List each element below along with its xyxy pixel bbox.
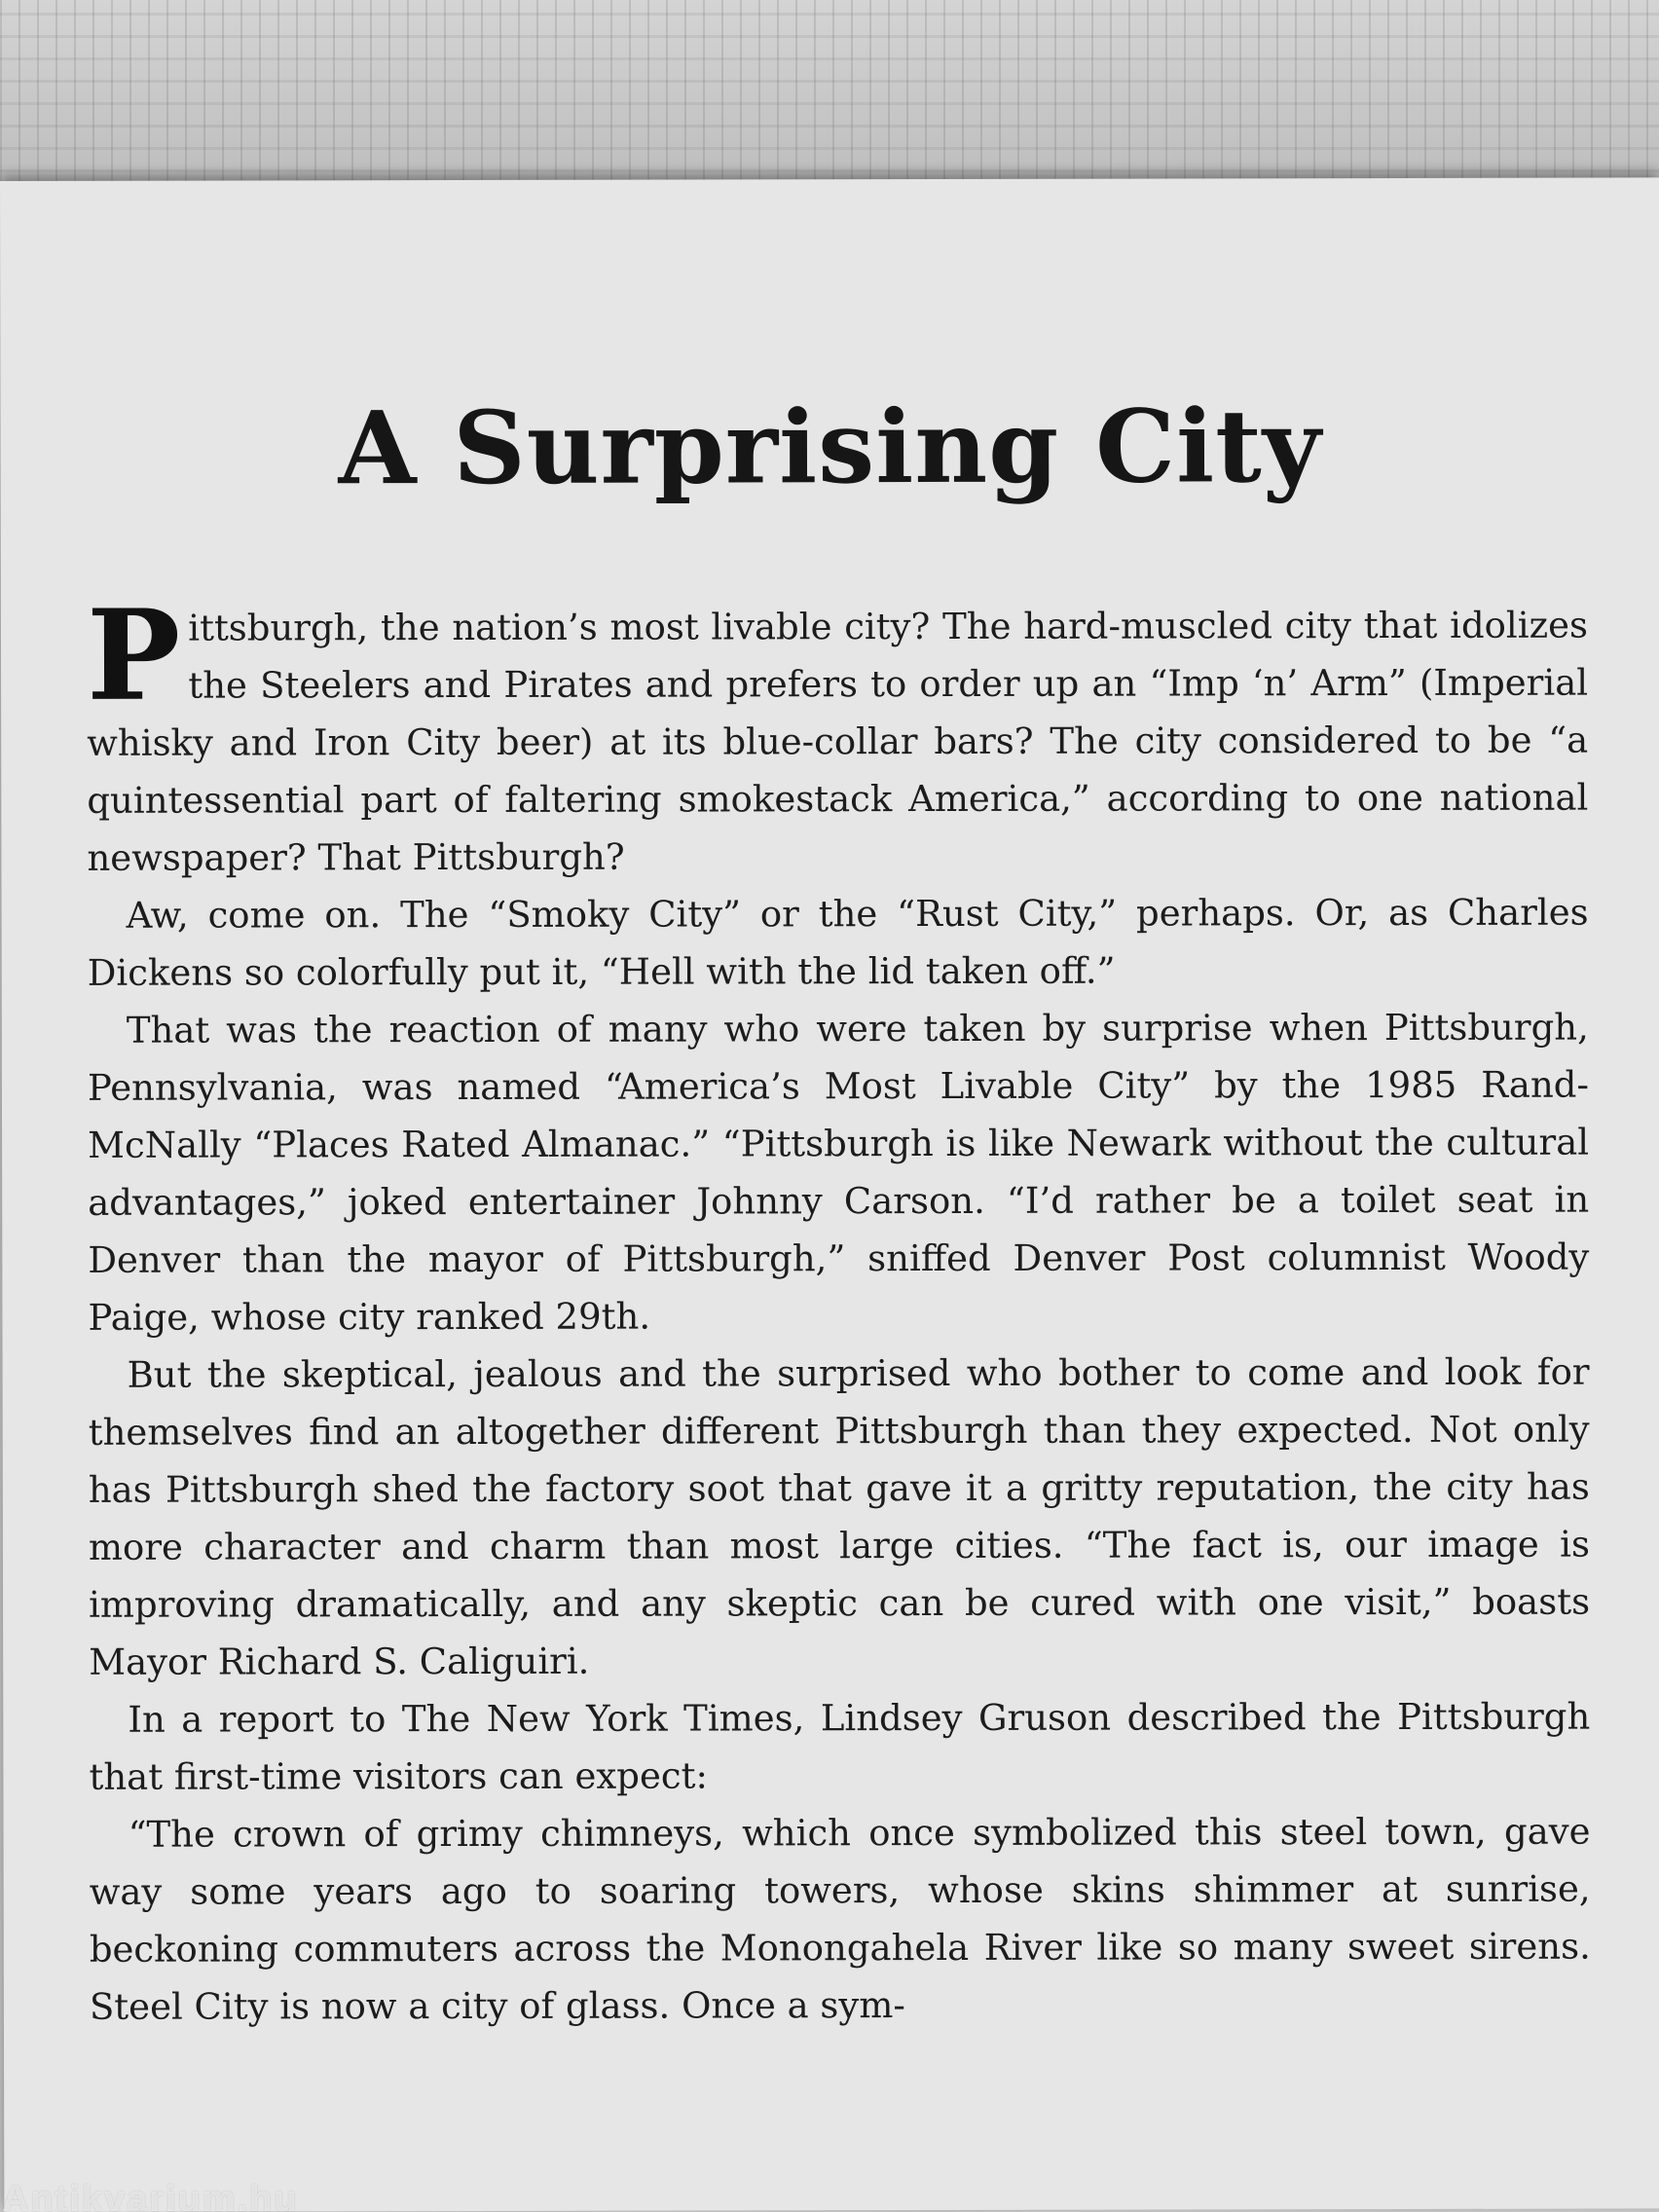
book-page <box>0 177 1659 2212</box>
paragraph-4: But the skeptical, jealous and the surprised who bother to come and look for themselves find an altogether different Pittsburgh than they expected. Not only has Pittsburgh shed the factory soot that gave it a gritty reputation, the city has more character and charm than most large cities. “The fact is, our image is improving dramatically, and any skeptic can be cured with one visit,” boasts Mayor Richard S. Caliguiri. <box>88 1350 1591 1683</box>
article-body <box>86 582 1591 2036</box>
paragraph-1-text: ittsburgh, the nation’s most livable city? The hard-muscled city that idolizes the Steelers and Pirates and prefers to order up an “Imp ‘n’ Arm” (Imperial whisky and Iron City beer) at its blue-collar bars? The city considered to be “a quintessential part of faltering smokestack America,” according to one national newspaper? That Pittsburgh? <box>87 604 1589 879</box>
background-surface <box>0 0 1659 195</box>
paragraph-5: In a report to The New York Times, Lindsey Gruson described the Pittsburgh that first-time visitors can expect: <box>89 1695 1591 1798</box>
paragraph-6: “The crown of grimy chimneys, which once symbolized this steel town, gave way some years ago to soaring towers, whose skins shimmer at sunrise, beckoning commuters across the Monongahela River like so many sweet sirens. Steel City is now a city of glass. Once a sym- <box>89 1810 1591 2028</box>
drop-cap: P <box>86 582 181 729</box>
watermark: Antikvarium.hu <box>2 2179 299 2212</box>
paragraph-1 <box>86 582 1589 887</box>
page-title: A Surprising City <box>338 387 1322 508</box>
paragraph-3: That was the reaction of many who were taken by surprise when Pittsburgh, Pennsylvania, was named “America’s Most Livable City” by the 1985 Rand-McNally “Places Rated Almanac.” “Pittsburgh is like Newark without the cultural advantages,” joked entertainer Johnny Carson. “I’d rather be a toilet seat in Denver than the mayor of Pittsburgh,” sniffed Denver Post columnist Woody Paige, whose city ranked 29th. <box>87 1006 1590 1339</box>
paragraph-2: Aw, come on. The “Smoky City” or the “Rust City,” perhaps. Or, as Charles Dickens so colorfully put it, “Hell with the lid taken off.” <box>87 891 1589 994</box>
